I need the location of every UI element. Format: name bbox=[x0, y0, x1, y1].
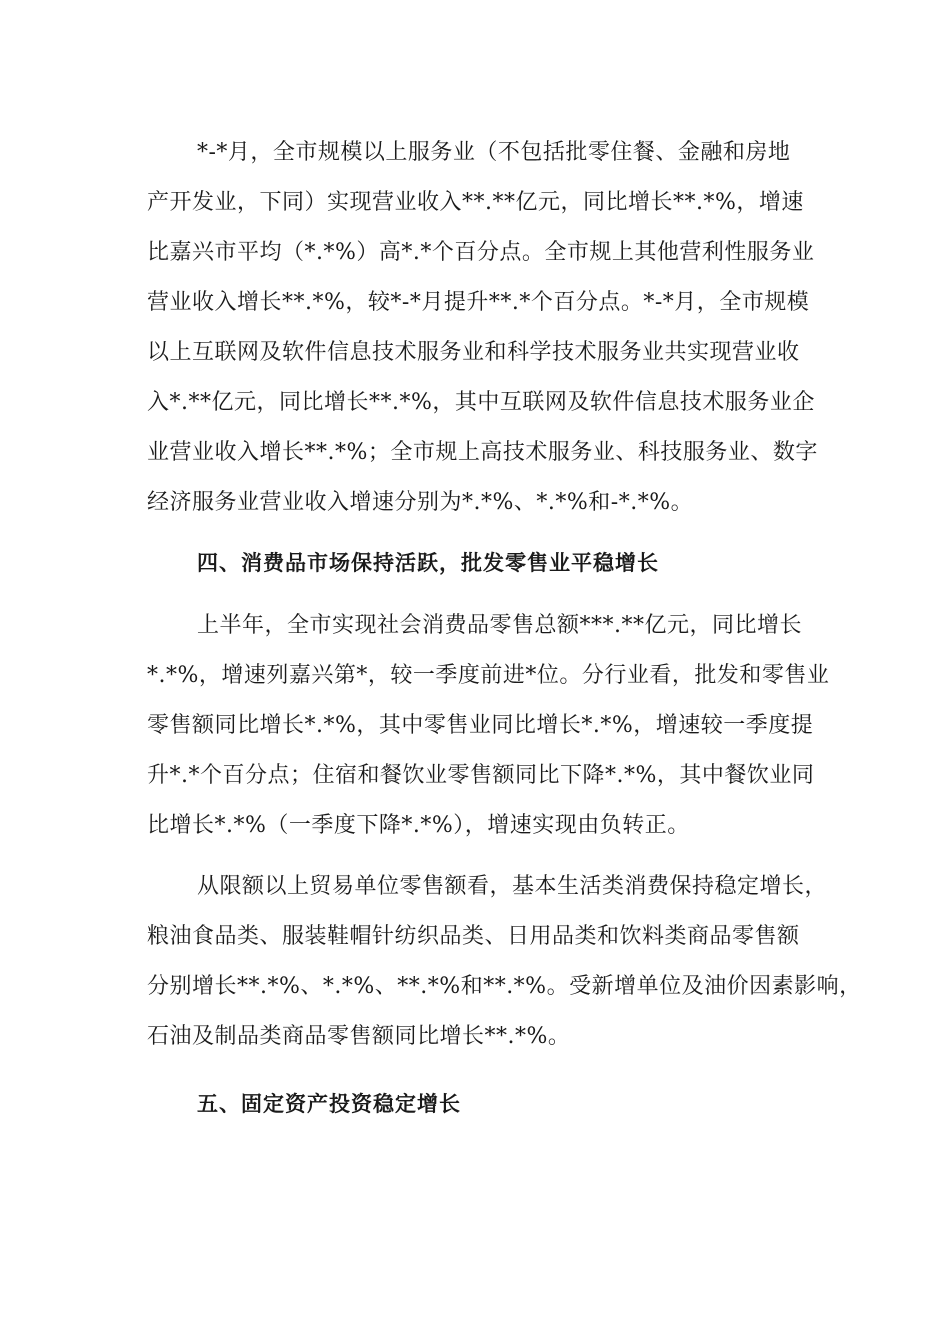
section-heading-fixed-assets bbox=[147, 1079, 819, 1129]
text-line: 比嘉兴市平均（*.*%）高*.*个百分点。全市规上其他营利性服务业 bbox=[147, 240, 815, 265]
text-line: 产开发业，下同）实现营业收入**.**亿元，同比增长**.*%，增速 bbox=[147, 190, 804, 215]
text-line: 升*.*个百分点；住宿和餐饮业零售额同比下降*.*%，其中餐饮业同 bbox=[147, 763, 815, 788]
text-line: 经济服务业营业收入增速分别为*.*%、*.*%和-*.*%。 bbox=[147, 490, 694, 515]
paragraph-services bbox=[147, 128, 819, 528]
text-line: *.*%，增速列嘉兴第*，较一季度前进*位。分行业看，批发和零售业 bbox=[147, 663, 830, 688]
text-line: 以上互联网及软件信息技术服务业和科学技术服务业共实现营业收 bbox=[147, 340, 800, 365]
text-line: 零售额同比增长*.*%，其中零售业同比增长*.*%，增速较一季度提 bbox=[147, 713, 814, 738]
text-line: 营业收入增长**.*%，较*-*月提升**.*个百分点。*-*月，全市规模 bbox=[147, 290, 810, 315]
text-line: 分别增长**.*%、*.*%、**.*%和**.*%。受新增单位及油价因素影响， bbox=[147, 974, 862, 999]
text-line: 入*.**亿元，同比增长**.*%，其中互联网及软件信息技术服务业企 bbox=[147, 390, 815, 415]
paragraph-retail-sales bbox=[147, 601, 830, 851]
section-heading: 五、固定资产投资稳定增长 bbox=[197, 1092, 461, 1116]
text-line: 上半年，全市实现社会消费品零售总额***.**亿元，同比增长 bbox=[197, 613, 802, 638]
section-heading: 四、消费品市场保持活跃，批发零售业平稳增长 bbox=[197, 551, 659, 575]
text-line: 比增长*.*%（一季度下降*.*%），增速实现由负转正。 bbox=[147, 813, 690, 838]
text-line: 从限额以上贸易单位零售额看，基本生活类消费保持稳定增长， bbox=[197, 874, 828, 899]
text-line: 业营业收入增长**.*%；全市规上高技术服务业、科技服务业、数字 bbox=[147, 440, 818, 465]
text-line: *-*月，全市规模以上服务业（不包括批零住餐、金融和房地 bbox=[197, 140, 791, 165]
section-heading-consumer-market bbox=[147, 538, 819, 588]
text-line: 石油及制品类商品零售额同比增长**.*%。 bbox=[147, 1024, 571, 1049]
text-line: 粮油食品类、服装鞋帽针纺织品类、日用品类和饮料类商品零售额 bbox=[147, 924, 800, 949]
paragraph-trade-units bbox=[147, 862, 862, 1062]
